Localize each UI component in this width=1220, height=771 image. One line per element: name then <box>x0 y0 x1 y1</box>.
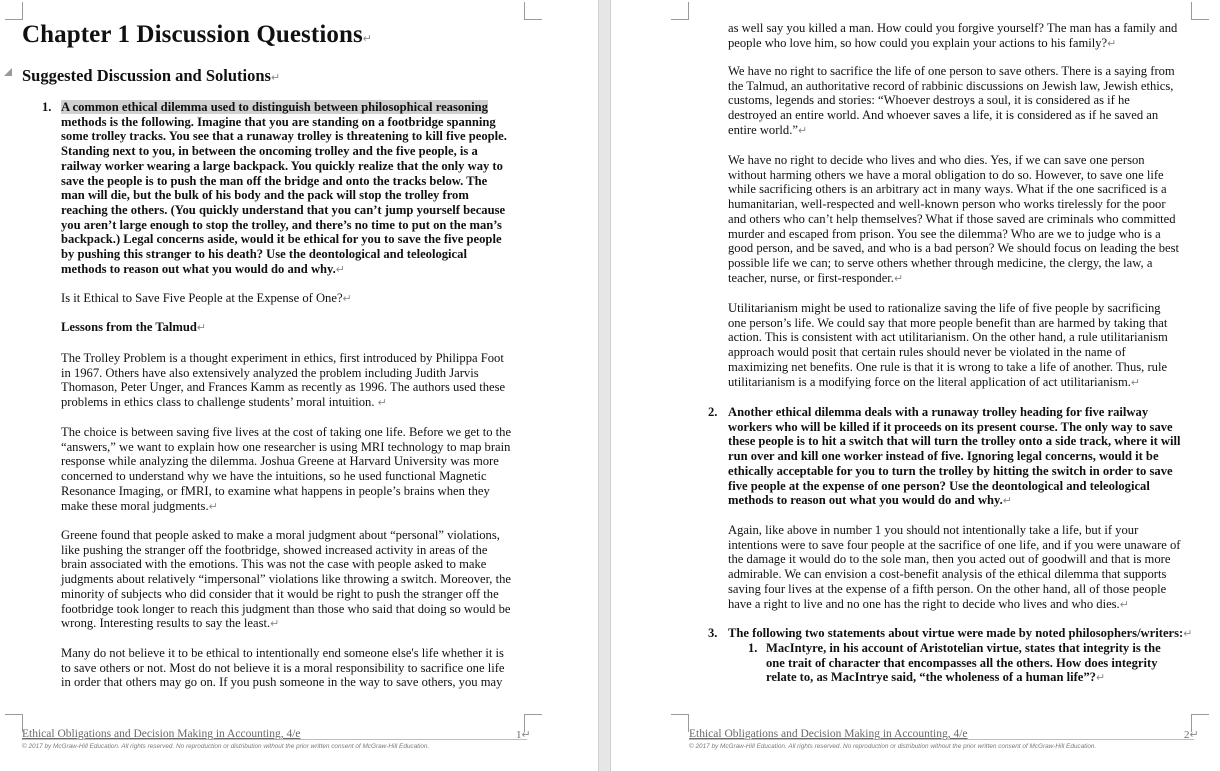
paragraph: The choice is between saving five lives at the cost of taking one life. Before we get to the “answers,” we want to explain how one researcher is using MRI technology to map brain response while analyzing the dilemma. Joshua Greene at Harvard University was more concerned to understand why we have the intuitions, so he used functional Magnetic Resonance Imaging, or fMRI, to examine what happens in people’s brains when they make these moral judgments.↵ <box>61 425 512 513</box>
paragraph: Greene found that people asked to make a moral judgment about “personal” violations, like pushing the stranger off the footbridge, showed increased activity in areas of the brain associated with the emotions. This was not the case with people asked to make judgments about relatively “impersonal” violations like throwing a switch. Moreover, the minority of subjects who did consider that it would be right to push the stranger off the footbridge took longer to reach this judgment than those who said that doing so would be wrong. Interesting results to say the least.↵ <box>61 528 511 631</box>
page-gutter[interactable] <box>598 0 611 771</box>
list-number: 2. <box>708 405 718 419</box>
paragraph: Again, like above in number 1 you should not intentionally take a life, but if your intentions were to save four people at the sacrifice of one life, and if you were unaware of the damage it would do to the sole man, then you acted out of goodwill and that is more admirable. We can envision a cost-benefit analysis of the ethical dilemma that supports saving four lives at the expense of a fifth person. On the other hand, all of those people have a right to live and no one has the right to decide who lives and who dies.↵ <box>728 523 1181 611</box>
question-1-body: methods is the following. Imagine that you are standing on a footbridge spanning some trolley tracks. You see that a runaway trolley is threatening to kill five people. Standing next to you, in between the oncoming trolley and the five people, is a railway worker wearing a large backpack. You quickly realize that the only way to save the people is to push the man off the bridge and onto the tracks below. The man will die, but the bulk of his body and the pack will stop the trolley from reaching the others. (You quickly understand that you can’t jump yourself because you aren’t large enough to stop the trolley, and there’s no time to put on the man’s backpack.) Legal concerns aside, would it be ethical for you to save the five people by pushing this stranger to his death? Use the deontological and teleological methods to reason out what you would do and why.↵ <box>61 114 507 276</box>
question-2-body: Another ethical dilemma deals with a runaway trolley heading for five railway workers who will be killed if it proceeds on its present course. The only way to save these people is to hit a switch that will turn the trolley onto a side track, where it will run over and kill one worker instead of five. Ignoring legal concerns, would it be ethically acceptable for you to turn the trolley by hitting the switch in order to save five people at the expense of one person? Use the deontological and teleological methods to reason out what you would do and why.↵ <box>728 405 1181 508</box>
paragraph: The Trolley Problem is a thought experiment in ethics, first introduced by Philippa Foot in 1967. Others have also extensively analyzed the problem including Judith Jarvis Thomason, Peter Unger, and Frances Kamm as recently as 1996. The authors used these problems in ethics class to challenge students’ moral intuition. ↵ <box>61 351 506 410</box>
crop-mark <box>671 714 689 732</box>
crop-mark <box>1191 2 1209 20</box>
subheading-ethical-question: Is it Ethical to Save Five People at the Expense of One?↵ <box>61 291 352 305</box>
paragraph: Many do not believe it to be ethical to intentionally end someone else's life whether it is to save others or not. Most do not believe it is a moral responsibility to sacrifice one life in order that others may go on. If you push someone in the way to save others, you may <box>61 646 505 690</box>
paragraph: as well say you killed a man. How could you forgive yourself? The man has a family and people who love him, so how could you explain your actions to his family?↵ <box>728 21 1178 50</box>
footer-copyright: © 2017 by McGraw-Hill Education. All rights reserved. No reproduction or distribution without the prior written consent of McGraw-Hill Education. <box>689 743 1097 750</box>
subheading-talmud: Lessons from the Talmud↵ <box>61 320 207 334</box>
list-number: 3. <box>708 626 718 640</box>
question-3-sub-item: MacIntyre, in his account of Aristotelian virtue, states that integrity is the one trait of character that encompasses all the others. How does integrity relate to, as MacIntrye said, “the wholeness of a human life”?↵ <box>766 641 1161 685</box>
footer-copyright: © 2017 by McGraw-Hill Education. All rights reserved. No reproduction or distribution without the prior written consent of McGraw-Hill Education. <box>22 743 430 750</box>
crop-mark <box>5 2 23 20</box>
paragraph: We have no right to decide who lives and who dies. Yes, if we can save one person without harming others we have a moral obligation to do so. However, to save one life while sacrificing others is an arbitrary act in many ways. What if the one sacrificed is a humanitarian, well-respected and well-known person who works tirelessly for the poor and others who can’t help themselves? What if those saved are criminals who committed murder and escaped from prison. You see the dilemma? Who are we to judge who is a good person, and be saved, and who is a bad person? We should focus on leading the best possible life we can; to serve others whether through medicine, the clergy, the law, a teacher, nurse, or first-responder.↵ <box>728 153 1179 285</box>
paragraph: We have no right to sacrifice the life of one person to save others. There is a saying from the Talmud, an authoritative record of rabbinic discussions on Jewish law, Jewish ethics, customs, legends and stories: “Whoever destroys a soul, it is considered as if he destroyed an entire world. And whoever saves a life, it is considered as if he saved an entire world.”↵ <box>728 64 1175 137</box>
document-page-2 <box>611 0 1220 771</box>
page-number: 2↵ <box>1184 729 1199 741</box>
chapter-title: Chapter 1 Discussion Questions↵ <box>22 21 373 48</box>
crop-mark <box>671 2 689 20</box>
section-title: Suggested Discussion and Solutions↵ <box>22 66 281 85</box>
crop-mark <box>5 714 23 732</box>
document-page-1 <box>0 0 598 771</box>
list-number: 1. <box>42 100 52 114</box>
question-3-text: The following two statements about virtue were made by noted philosophers/writers:↵ <box>728 626 1193 640</box>
sub-list-number: 1. <box>748 641 758 655</box>
collapse-heading-icon[interactable] <box>4 68 12 76</box>
footer-book-title: Ethical Obligations and Decision Making in Accounting, 4/e <box>689 728 968 740</box>
footer-book-title: Ethical Obligations and Decision Making in Accounting, 4/e <box>22 728 301 740</box>
question-1-highlighted-text: A common ethical dilemma used to distinguish between philosophical reasoning <box>61 100 488 114</box>
page-number: 1↵ <box>516 729 531 741</box>
crop-mark <box>524 2 542 20</box>
paragraph: Utilitarianism might be used to rationalize saving the life of five people by sacrificing one person’s life. We could say that more people benefit than are harmed by taking that action. This is consistent with act utilitarianism. On the other hand, a rule utilitarianism approach would posit that certain rules should never be violated in the name of maximizing net benefits. One rule is that it is wrong to take a life of another. Thus, rule utilitarianism is a modifying force on the literal application of act utilitarianism.↵ <box>728 301 1168 389</box>
